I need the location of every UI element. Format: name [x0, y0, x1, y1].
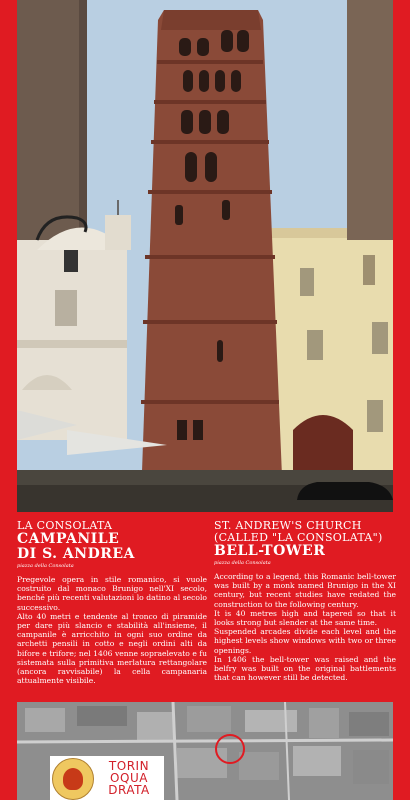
aerial-map — [17, 702, 393, 800]
english-description — [214, 572, 396, 682]
bell-tower-illustration — [17, 0, 393, 512]
english-paragraph: It is 40 metres high and tapered so that it looks strong but slender at the same time. — [214, 608, 396, 628]
english-paragraph: According to a legend, this Romanic bell-tower was built by a monk named Brunigo in the XI century, but recent studies have redated the construction to the following century. — [214, 572, 396, 609]
english-title-line3: BELL-TOWER — [214, 543, 326, 559]
italian-title-line2: CAMPANILE — [17, 531, 120, 547]
italian-paragraph: Pregevole opera in stile romanico, si vuole costruito dal monaco Brunigo nell'XI secolo, benché più recenti valutazioni lo datino al secolo successivo. — [17, 575, 207, 612]
italian-paragraph: Alto 40 metri e tendente al tronco di piramide per dare più slancio e stabilità all'insieme, il campanile è arricchito in ogni suo ordine da archetti pensili in cotto e negli ordini alti da bifore e trifore; nel 1406 venne sopraelevato e fu sistemata sulla primitiva merlatura rettangolare (ancora ravvisabile) la cella campanaria attualmente visibile. — [17, 611, 207, 686]
italian-title-line1: LA CONSOLATA — [17, 519, 113, 532]
english-paragraph: Suspended arcades divide each level and the highest levels show windows with two or three openings. — [214, 627, 396, 655]
english-paragraph: In 1406 the bell-tower was raised and the belfry was built on the original battlements that can however still be detected. — [214, 654, 396, 683]
association-badge-icon — [52, 758, 94, 800]
italian-description — [17, 575, 207, 685]
torino-quadrata-logo — [50, 756, 164, 800]
english-title-line2: (CALLED "LA CONSOLATA") — [214, 531, 383, 544]
logo-wordmark — [96, 760, 162, 796]
english-section — [214, 520, 396, 682]
italian-location: piazza della Consolata — [17, 563, 74, 569]
bell-tower-photo — [17, 0, 393, 512]
italian-title-line3: DI S. ANDREA — [17, 546, 135, 562]
english-location: piazza della Consolata — [214, 560, 271, 566]
logo-line1: TORIN — [108, 759, 150, 773]
english-title-line1: ST. ANDREW'S CHURCH — [214, 519, 362, 532]
logo-line3: DRATA — [108, 783, 150, 797]
italian-section — [17, 520, 207, 685]
logo-line2: OQUA — [110, 771, 148, 785]
